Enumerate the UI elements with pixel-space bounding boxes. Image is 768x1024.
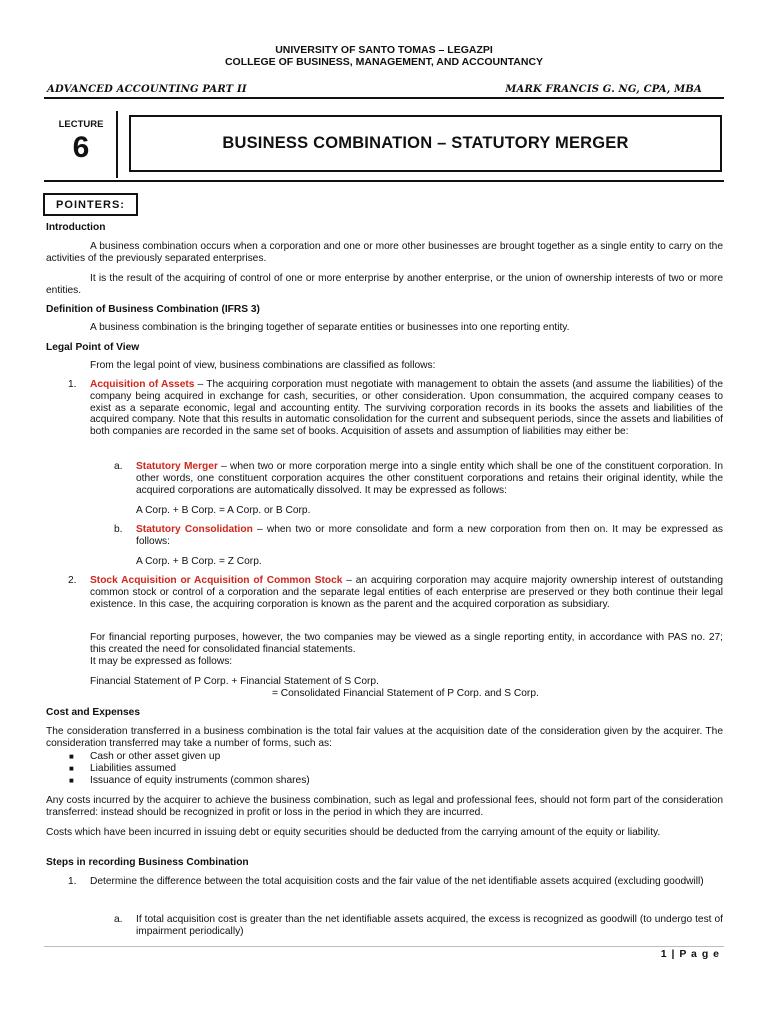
page-number: 1 | P a g e bbox=[660, 948, 720, 960]
university-name: UNIVERSITY OF SANTO TOMAS – LEGAZPI bbox=[275, 44, 493, 56]
bullet-icon: ■ bbox=[69, 776, 74, 785]
stock-acquisition-expression-intro: It may be expressed as follows: bbox=[90, 656, 233, 667]
stock-acquisition-paragraph: For financial reporting purposes, however, the two companies may be viewed as a single reporting entity, in accordance with PAS no. 27; this created the need for consolidated financial statements. bbox=[90, 632, 723, 655]
bullet-item: Issuance of equity instruments (common shares) bbox=[90, 775, 310, 786]
term-statutory-merger: Statutory Merger bbox=[136, 461, 218, 472]
footer-rule bbox=[44, 946, 724, 947]
term-statutory-consolidation: Statutory Consolidation bbox=[136, 524, 253, 535]
section-heading-cost: Cost and Expenses bbox=[46, 707, 140, 718]
intro-paragraph-1: A business combination occurs when a corporation and one or more other businesses are brought together as a single entity to carry on the activities of the previously separated enterprises. bbox=[46, 241, 723, 264]
list-item-statutory-consolidation: Statutory Consolidation – when two or more consolidate and form a new corporation from then on. It may be expressed as follows: bbox=[136, 524, 723, 547]
bullet-icon: ■ bbox=[69, 752, 74, 761]
section-heading-steps: Steps in recording Business Combination bbox=[46, 857, 249, 868]
formula-statutory-merger: A Corp. + B Corp. = A Corp. or B Corp. bbox=[136, 505, 311, 516]
lecture-title-box bbox=[129, 115, 722, 172]
intro-paragraph-2: It is the result of the acquiring of control of one or more enterprise by another enterprise, or the union of ownership interests of two or more entities. bbox=[46, 273, 723, 296]
term-stock-acquisition: Stock Acquisition or Acquisition of Common Stock bbox=[90, 575, 343, 586]
list-number: 1. bbox=[68, 876, 77, 887]
lecture-number: 6 bbox=[72, 131, 90, 164]
cost-paragraph-3: Costs which have been incurred in issuing debt or equity securities should be deducted from the carrying amount of the equity or liability. bbox=[46, 827, 661, 838]
legal-intro: From the legal point of view, business combinations are classified as follows: bbox=[90, 360, 436, 371]
lecture-box bbox=[46, 111, 118, 178]
pointers-label: POINTERS: bbox=[43, 193, 138, 216]
list-item-stock-acquisition: Stock Acquisition or Acquisition of Common Stock – an acquiring corporation may acquire majority ownership interest of outstanding common stock or control of a corporation and the separate legal entities of each enterprise are preserved or they both continue their legal existence. In this case, the acquiring corporation is known as the parent and the acquired corporation as subsidiary. bbox=[90, 575, 723, 610]
cost-paragraph-1: The consideration transferred in a business combination is the total fair values at the acquisition date of the consideration given by the acquirer. The consideration transferred may take a number of forms, such as: bbox=[46, 726, 723, 749]
lecture-label: LECTURE bbox=[58, 119, 104, 130]
step-item-1a: If total acquisition cost is greater than the net identifiable assets acquired, the excess is recognized as goodwill (to undergo test of impairment periodically) bbox=[136, 914, 723, 937]
list-letter: b. bbox=[114, 524, 123, 535]
bullet-item: Liabilities assumed bbox=[90, 763, 177, 774]
list-letter: a. bbox=[114, 461, 123, 472]
bullet-item: Cash or other asset given up bbox=[90, 751, 221, 762]
college-name: COLLEGE OF BUSINESS, MANAGEMENT, AND ACCOUNTANCY bbox=[224, 56, 544, 68]
step-item-1: Determine the difference between the total acquisition costs and the fair value of the net identifiable assets acquired (excluding goodwill) bbox=[90, 876, 704, 887]
section-heading-definition: Definition of Business Combination (IFRS 3) bbox=[46, 304, 260, 315]
section-heading-legal: Legal Point of View bbox=[46, 342, 140, 353]
list-letter: a. bbox=[114, 914, 123, 925]
list-number: 2. bbox=[68, 575, 77, 586]
cost-paragraph-2: Any costs incurred by the acquirer to achieve the business combination, such as legal and professional fees, should not form part of the consideration transferred: instead should be recognized in profit or loss in the period in which they are incurred. bbox=[46, 795, 723, 818]
list-item-acquisition-of-assets: Acquisition of Assets – The acquiring corporation must negotiate with management to obtain the assets (and assume the liabilities) of the company being acquired in exchange for cash, securities, or other consideration. Upon consummation, the acquired company ceases to exist as a separate economic, legal and accounting entity. The surviving corporation records in its books the assets and liabilities of the acquired company. Note that this results in automatic consolidation for the current and subsequent periods, since the assets and liabilities of both companies are recorded in the same set of books. Acquisition of assets and assumption of liabilities may either be: bbox=[90, 379, 723, 438]
header-rule bbox=[44, 97, 724, 99]
formula-consolidated-line-2: = Consolidated Financial Statement of P Corp. and S Corp. bbox=[272, 688, 539, 699]
term-acquisition-of-assets: Acquisition of Assets bbox=[90, 379, 195, 390]
instructor-name: MARK FRANCIS G. NG, CPA, MBA bbox=[505, 84, 702, 95]
list-item-statutory-merger: Statutory Merger – when two or more corporation merge into a single entity which shall be one of the constituent corporation. In other words, one constituent corporation acquires the other constituent corporations and retains their original identity, while the acquired corporations are automatically dissolved. It may be expressed as follows: bbox=[136, 461, 724, 496]
section-heading-introduction: Introduction bbox=[46, 222, 106, 233]
formula-statutory-consolidation: A Corp. + B Corp. = Z Corp. bbox=[136, 556, 262, 567]
lecture-title: BUSINESS COMBINATION – STATUTORY MERGER bbox=[222, 134, 629, 152]
title-rule bbox=[44, 180, 724, 182]
course-name: ADVANCED ACCOUNTING PART II bbox=[47, 84, 247, 95]
list-number: 1. bbox=[68, 379, 77, 390]
formula-consolidated-line-1: Financial Statement of P Corp. + Financial Statement of S Corp. bbox=[90, 676, 379, 687]
definition-paragraph: A business combination is the bringing together of separate entities or businesses into one reporting entity. bbox=[90, 322, 570, 333]
page-header bbox=[0, 44, 768, 68]
bullet-icon: ■ bbox=[69, 764, 74, 773]
